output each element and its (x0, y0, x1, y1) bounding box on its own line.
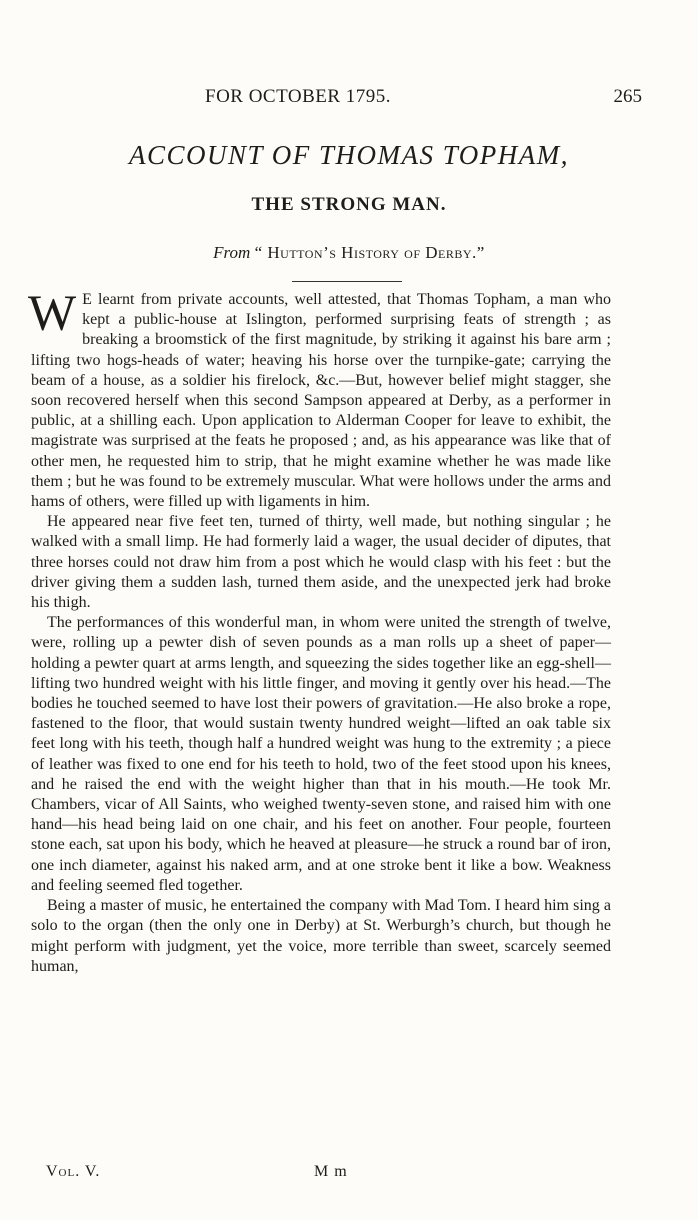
paragraph-1 (28, 286, 611, 512)
paragraph-3: The performances of this wonderful man, in whom were united the strength of twelve, were, rolling up a pewter dish of seven pounds as a man rolls up a sheet of paper—holding a pewter quart at arms length, and squeezing the sides together like an egg-shell—lifting two hundred weight with his little finger, and moving it gently over his head.—The bodies he touched seemed to have lost their powers of gravitation.—He also broke a rope, fastened to the floor, that would sustain twenty hundred weight—lifted an oak table six feet long with his teeth, though half a hundred weight was hung to the extremity ; a piece of leather was fixed to one end for his teeth to hold, two of the feet stood upon his knees, and he raised the end with the weight higher than that in his mouth.—He took Mr. Chambers, vicar of All Saints, who weighed twenty-seven stone, and raised him with one hand—his head being laid on one chair, and his feet on another. Four people, fourteen stone each, sat upon his body, which he heaved at pleasure—he struck a round bar of iron, one inch diameter, against his naked arm, and at one stroke bent it like a bow. Weakness and feeling seemed fled together. (31, 614, 611, 894)
source-text: “ Hutton’s History of Derby.” (254, 243, 485, 262)
source-attribution (0, 243, 698, 263)
running-title: FOR OCTOBER 1795. (205, 86, 392, 107)
paragraph-2: He appeared near five feet ten, turned of thirty, well made, but nothing singular ; he walked with a small limp. He had formerly laid a wager, the usual decider of diputes, that three horses could not draw him from a post which he would clasp with his feet : but the driver giving them a sudden lash, turned them aside, and the unexpected jerk had broke his thigh. (31, 513, 611, 612)
page-footer (0, 1163, 698, 1187)
paragraph-4: Being a master of music, he entertained the company with Mad Tom. I heard him sing a solo to the organ (then the only one in Derby) at St. Werburgh’s church, but though he might perform with judgment, yet the voice, more terrible than sweet, scarcely seemed human, (31, 897, 611, 975)
divider-rule (292, 281, 402, 282)
paragraph-1-text: E learnt from private accounts, well attested, that Thomas Topham, a man who kept a public-house at Islington, performed surprising feats of strength ; as breaking a broomstick of the first magnitude, by striking it against his bare arm ; lifting two hogs-heads of water; heaving his horse over the turnpike-gate; carrying the beam of a house, as a soldier his firelock, &c.—But, however belief might stagger, she soon recovered herself when this second Sampson appeared at Derby, as a performer in public, at a shilling each. Upon application to Alderman Cooper for leave to exhibit, the magistrate was surprised at the feats he proposed ; and, as his appearance was like that of other men, he requested him to strip, that he might examine whether he was made like them ; but he was found to be extremely muscular. What were hollows under the arms and hams of others, were filled up with ligaments in him. (31, 291, 611, 511)
printer-signature: M m (314, 1163, 348, 1180)
article-body (28, 286, 611, 977)
source-from: From (213, 243, 251, 262)
article-subtitle: THE STRONG MAN. (251, 194, 447, 215)
volume-number: Vol. V. (46, 1163, 101, 1180)
running-head (0, 86, 698, 112)
drop-cap: W (28, 286, 77, 342)
page-number: 265 (613, 86, 642, 107)
article-title: ACCOUNT OF THOMAS TOPHAM, (128, 140, 570, 170)
